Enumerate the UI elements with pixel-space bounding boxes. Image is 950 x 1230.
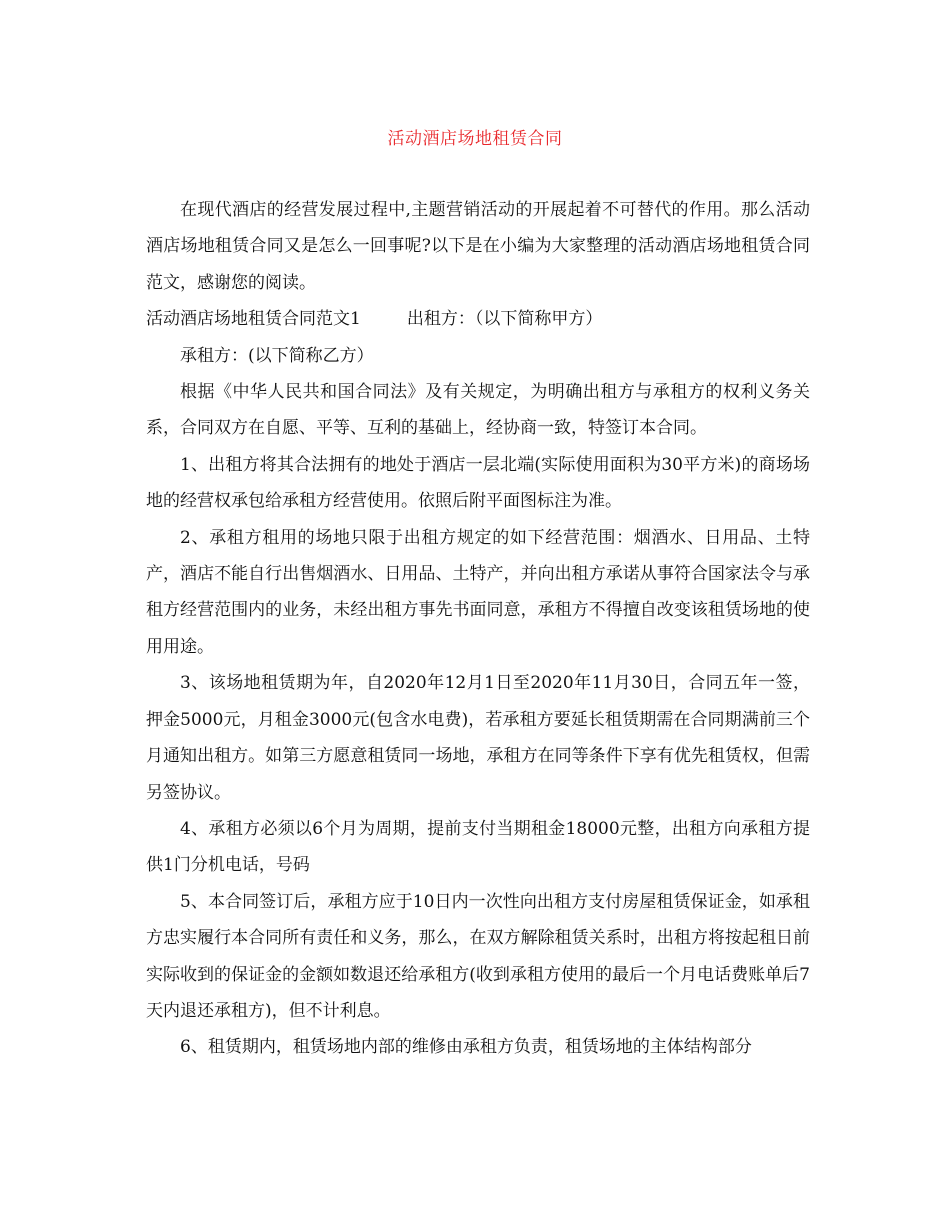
clause-paragraph: 2、承租方租用的场地只限于出租方规定的如下经营范围：烟酒水、日用品、土特产，酒店不能自行出售烟酒水、日用品、土特产，并向出租方承诺从事符合国家法令与承租方经营范围内的业务，未经出租方事先书面同意，承租方不得擅自改变该租赁场地的使用用途。 (146, 527, 810, 657)
preamble-paragraph: 根据《中华人民共和国合同法》及有关规定，为明确出租方与承租方的权利义务关系，合同双方在自愿、平等、互利的基础上，经协商一致，特签订本合同。 (146, 382, 810, 439)
document-body (146, 192, 810, 1066)
sample-heading-line (146, 301, 810, 337)
clause-paragraph: 5、本合同签订后，承租方应于10日内一次性向出租方支付房屋租赁保证金，如承租方忠实履行本合同所有责任和义务，那么，在双方解除租赁关系时，出租方将按起租日前实际收到的保证金的金额如数退还给承租方(收到承租方使用的最后一个月电话费账单后7天内退还承租方)，但不计利息。 (146, 891, 810, 1021)
clause-paragraph: 3、该场地租赁期为年，自2020年12月1日至2020年11月30日，合同五年一签，押金5000元，月租金3000元(包含水电费)，若承租方要延长租赁期需在合同期满前三个月通知出租方。如第三方愿意租赁同一场地，承租方在同等条件下享有优先租赁权，但需另签协议。 (146, 673, 810, 803)
intro-paragraph: 在现代酒店的经营发展过程中,主题营销活动的开展起着不可替代的作用。那么活动酒店场地租赁合同又是怎么一回事呢?以下是在小编为大家整理的活动酒店场地租赁合同范文，感谢您的阅读。 (146, 200, 810, 293)
document-title: 活动酒店场地租赁合同 (387, 129, 563, 149)
clause-paragraph: 6、租赁期内，租赁场地内部的维修由承租方负责，租赁场地的主体结构部分 (180, 1037, 752, 1058)
sample-heading: 活动酒店场地租赁合同范文1 (146, 309, 361, 330)
clause-paragraph: 1、出租方将其合法拥有的地处于酒店一层北端(实际使用面积为30平方米)的商场场地的经营权承包给承租方经营使用。依照后附平面图标注为准。 (146, 454, 810, 512)
clause-paragraph: 4、承租方必须以6个月为周期，提前支付当期租金18000元整，出租方向承租方提供1门分机电话，号码 (146, 818, 810, 876)
lessee-line: 承租方：(以下简称乙方） (180, 345, 374, 366)
lessor-line: 出租方：（以下简称甲方） (406, 309, 603, 330)
